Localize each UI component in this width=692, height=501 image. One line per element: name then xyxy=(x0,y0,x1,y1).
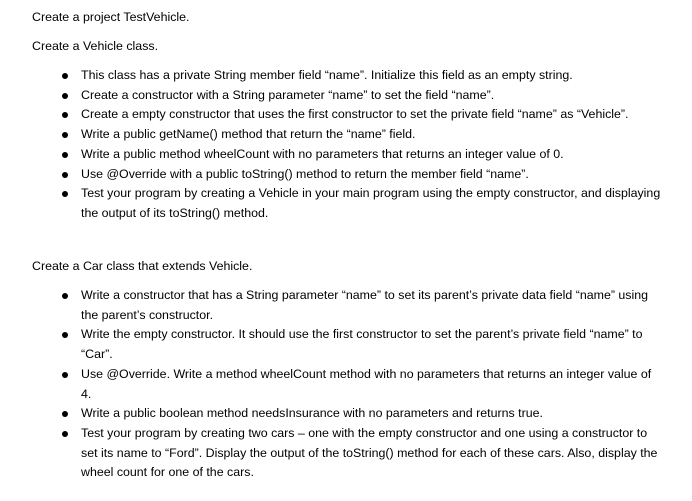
vehicle-requirements-list xyxy=(0,66,661,224)
list-item-text: Write a public method wheelCount with no parameters that returns an integer value of 0. xyxy=(81,146,564,161)
bullet-icon xyxy=(62,411,68,417)
bullet-icon xyxy=(62,191,68,197)
list-item xyxy=(0,325,661,364)
list-item-text: Use @Override with a public toString() method to return the member field “name”. xyxy=(81,166,529,181)
list-item xyxy=(0,424,661,483)
list-item xyxy=(0,365,661,404)
bullet-icon xyxy=(62,372,68,378)
list-item-text: Write a public boolean method needsInsurance with no parameters and returns true. xyxy=(81,406,543,421)
vehicle-class-heading: Create a Vehicle class. xyxy=(32,39,159,53)
car-requirements-list xyxy=(0,286,661,483)
list-item xyxy=(0,286,661,325)
bullet-icon xyxy=(62,332,68,338)
list-item-text: This class has a private String member field “name”. Initialize this field as an empty string. xyxy=(81,68,573,82)
list-item-text: Write a constructor that has a String parameter “name” to set its parent’s private data field “name” using the parent’s constructor. xyxy=(81,288,649,322)
list-item xyxy=(0,184,661,223)
list-item-text: Use @Override. Write a method wheelCount method with no parameters that returns an integer value of 4. xyxy=(81,366,652,401)
bullet-icon xyxy=(62,93,68,99)
bullet-icon xyxy=(62,172,68,178)
list-item-text: Write the empty constructor. It should use the first constructor to set the parent’s private field “name” to “Car”. xyxy=(81,327,643,362)
list-item xyxy=(0,66,661,86)
list-item xyxy=(0,105,661,125)
project-heading: Create a project TestVehicle. xyxy=(32,10,190,24)
list-item xyxy=(0,86,661,106)
bullet-icon xyxy=(62,73,68,79)
bullet-icon xyxy=(62,112,68,118)
bullet-icon xyxy=(62,152,68,158)
list-item xyxy=(0,165,661,185)
bullet-icon xyxy=(62,132,68,138)
list-item-text: Write a public getName() method that return the “name” field. xyxy=(81,127,416,142)
list-item-text: Test your program by creating two cars – one with the empty constructor and one using a constructor to set its name to “Ford”. Display the output of the toString() method for each of these cars. Also, display the wheel count for one of the cars. xyxy=(81,425,658,480)
list-item-text: Create a empty constructor that uses the first constructor to set the private field “name” as “Vehicle”. xyxy=(81,107,629,122)
list-item-text: Test your program by creating a Vehicle in your main program using the empty constructor, and displaying the output of its toString() method. xyxy=(81,186,661,220)
list-item-text: Create a constructor with a String parameter “name” to set the field “name”. xyxy=(81,87,495,102)
list-item xyxy=(0,145,661,165)
list-item xyxy=(0,404,661,424)
car-class-heading: Create a Car class that extends Vehicle. xyxy=(32,259,253,273)
bullet-icon xyxy=(62,293,68,299)
bullet-icon xyxy=(62,431,68,437)
list-item xyxy=(0,125,661,145)
